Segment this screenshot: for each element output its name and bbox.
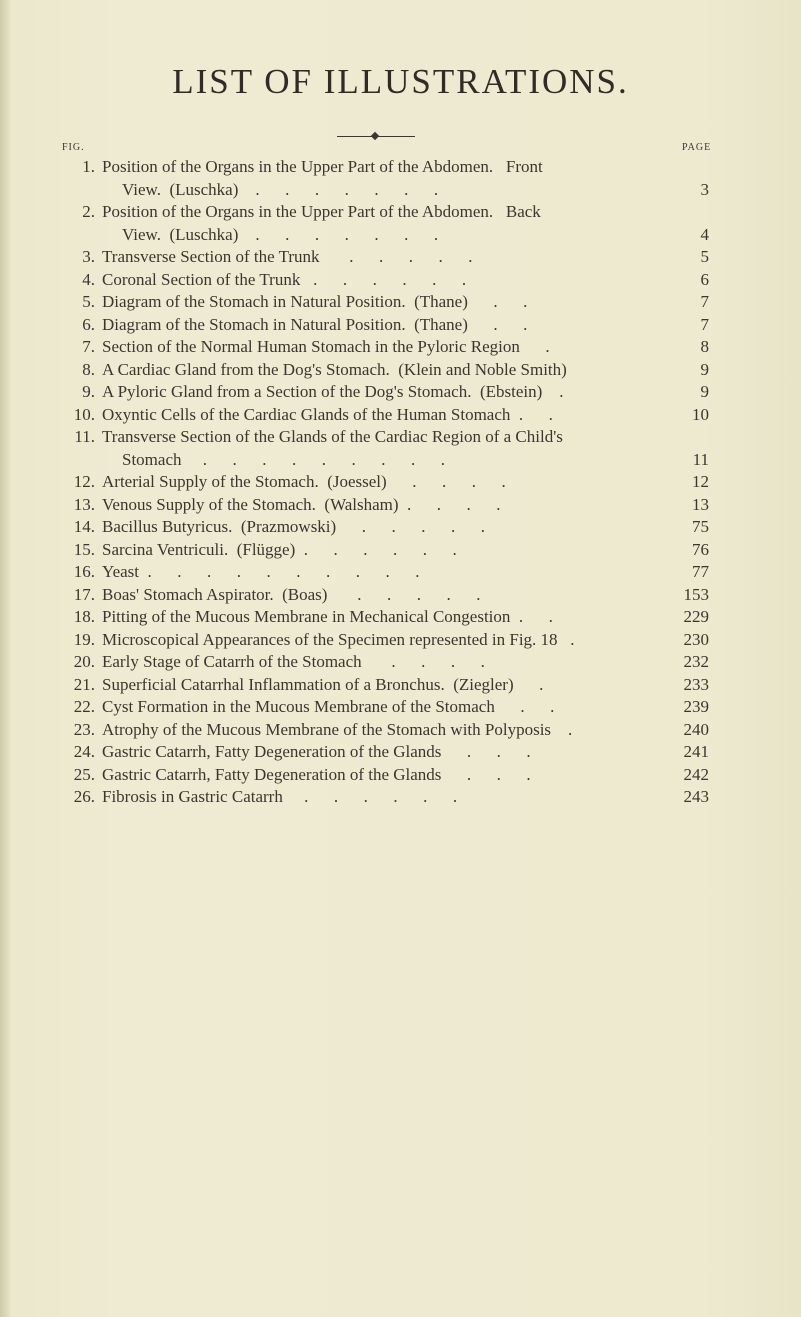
- entry-line: [0, 696, 801, 719]
- page-number: 153: [683, 584, 709, 604]
- page-number: 9: [700, 382, 709, 401]
- page-number: 77: [692, 562, 709, 581]
- entry-line: [0, 786, 801, 809]
- page-column-header: PAGE: [682, 142, 712, 153]
- ornament-divider: [337, 132, 415, 142]
- figure-caption: Position of the Organs in the Upper Part of the Abdomen. Back: [102, 202, 541, 221]
- figure-caption: Sarcina Ventriculi. (Flügge) . . . . . .: [102, 539, 457, 559]
- entry-line: [0, 336, 801, 359]
- figure-caption: Bacillus Butyricus. (Prazmowski) . . . . .: [102, 517, 485, 536]
- page-number: 242: [683, 764, 709, 784]
- page-number: 232: [683, 652, 709, 671]
- entry-line: [0, 494, 801, 517]
- entry-line: [0, 561, 801, 584]
- figure-number: 26.: [73, 787, 95, 806]
- figure-number: 3.: [82, 247, 95, 266]
- figure-number: 23.: [73, 719, 95, 739]
- figure-caption: Section of the Normal Human Stomach in the Pyloric Region .: [102, 337, 550, 356]
- figure-caption: Transverse Section of the Trunk . . . . .: [102, 247, 473, 266]
- page-number: 76: [692, 539, 709, 559]
- entry-line: [0, 269, 801, 292]
- page-number: 5: [700, 247, 709, 266]
- figure-caption: View. (Luschka) . . . . . . .: [122, 179, 439, 199]
- list-item: [0, 674, 801, 697]
- figure-caption: Cyst Formation in the Mucous Membrane of the Stomach . .: [102, 697, 555, 716]
- entry-line: [0, 539, 801, 562]
- figure-number: 21.: [73, 674, 95, 694]
- figure-number: 19.: [73, 629, 95, 649]
- list-item: [0, 381, 801, 404]
- figure-caption: Venous Supply of the Stomach. (Walsham) . . . .: [102, 494, 501, 514]
- figure-number: 7.: [82, 337, 95, 356]
- entry-line: [0, 719, 801, 742]
- list-item: [0, 404, 801, 427]
- page-number: 10: [692, 404, 709, 424]
- entry-line: [0, 741, 801, 764]
- figure-caption: Boas' Stomach Aspirator. (Boas) . . . . .: [102, 584, 481, 604]
- figure-caption: Pitting of the Mucous Membrane in Mechanical Congestion . .: [102, 607, 553, 626]
- list-item: [0, 291, 801, 314]
- illustrations-list: [0, 156, 801, 809]
- list-item: [0, 764, 801, 787]
- figure-caption: Coronal Section of the Trunk . . . . . .: [102, 269, 467, 289]
- figure-number: 24.: [73, 742, 95, 761]
- list-item: [0, 426, 801, 471]
- figure-number: 10.: [73, 404, 95, 424]
- page-number: 229: [683, 607, 709, 626]
- figure-number: 8.: [82, 359, 95, 379]
- entry-line: [0, 381, 801, 404]
- page-number: 239: [683, 697, 709, 716]
- figure-caption: Gastric Catarrh, Fatty Degeneration of the Glands . . .: [102, 764, 531, 784]
- list-item: [0, 539, 801, 562]
- entry-line: [0, 449, 801, 472]
- figure-number: 11.: [74, 427, 95, 446]
- figure-caption: Yeast . . . . . . . . . .: [102, 562, 420, 581]
- figure-number: 13.: [73, 494, 95, 514]
- list-item: [0, 359, 801, 382]
- list-item: [0, 606, 801, 629]
- entry-line: [0, 179, 801, 202]
- page-number: 3: [700, 179, 709, 199]
- entry-line: [0, 201, 801, 224]
- entry-line: [0, 291, 801, 314]
- entry-line: [0, 764, 801, 787]
- figure-caption: Transverse Section of the Glands of the Cardiac Region of a Child's: [102, 427, 563, 446]
- list-item: [0, 719, 801, 742]
- figure-number: 17.: [73, 584, 95, 604]
- entry-line: [0, 471, 801, 494]
- list-item: [0, 246, 801, 269]
- figure-caption: A Pyloric Gland from a Section of the Dog's Stomach. (Ebstein) .: [102, 382, 564, 401]
- entry-line: [0, 314, 801, 337]
- figure-number: 20.: [73, 652, 95, 671]
- figure-number: 18.: [73, 607, 95, 626]
- fig-column-header: FIG.: [62, 142, 85, 153]
- entry-line: [0, 156, 801, 179]
- entry-line: [0, 224, 801, 247]
- figure-number: 14.: [73, 517, 95, 536]
- list-item: [0, 584, 801, 607]
- list-item: [0, 629, 801, 652]
- page-number: 6: [700, 269, 709, 289]
- figure-number: 25.: [73, 764, 95, 784]
- figure-number: 15.: [73, 539, 95, 559]
- figure-number: 22.: [73, 697, 95, 716]
- entry-line: [0, 651, 801, 674]
- page-number: 11: [692, 449, 709, 469]
- page-number: 7: [700, 314, 709, 334]
- figure-number: 9.: [82, 382, 95, 401]
- list-item: [0, 741, 801, 764]
- figure-caption: Position of the Organs in the Upper Part of the Abdomen. Front: [102, 157, 543, 176]
- entry-line: [0, 404, 801, 427]
- entry-line: [0, 426, 801, 449]
- figure-number: 1.: [82, 157, 95, 176]
- list-item: [0, 786, 801, 809]
- page-number: 9: [700, 359, 709, 379]
- list-item: [0, 561, 801, 584]
- figure-number: 5.: [82, 292, 95, 311]
- page-number: 13: [692, 494, 709, 514]
- figure-caption: Microscopical Appearances of the Specimen represented in Fig. 18 .: [102, 629, 575, 649]
- entry-line: [0, 246, 801, 269]
- page-title: LIST OF ILLUSTRATIONS.: [172, 62, 629, 101]
- figure-caption: View. (Luschka) . . . . . . .: [122, 224, 439, 244]
- figure-number: 6.: [82, 314, 95, 334]
- figure-caption: Superficial Catarrhal Inflammation of a Bronchus. (Ziegler) .: [102, 674, 544, 694]
- figure-caption: Diagram of the Stomach in Natural Position. (Thane) . .: [102, 292, 528, 311]
- figure-number: 4.: [82, 269, 95, 289]
- list-item: [0, 269, 801, 292]
- list-item: [0, 516, 801, 539]
- list-item: [0, 314, 801, 337]
- page-number: 8: [700, 337, 709, 356]
- page-number: 7: [700, 292, 709, 311]
- figure-caption: Arterial Supply of the Stomach. (Joessel) . . . .: [102, 472, 506, 491]
- page-number: 4: [700, 224, 709, 244]
- list-item: [0, 336, 801, 359]
- figure-number: 2.: [82, 202, 95, 221]
- figure-caption: Gastric Catarrh, Fatty Degeneration of the Glands . . .: [102, 742, 531, 761]
- figure-caption: A Cardiac Gland from the Dog's Stomach. (Klein and Noble Smith): [102, 359, 567, 379]
- figure-caption: Fibrosis in Gastric Catarrh . . . . . .: [102, 787, 458, 806]
- figure-caption: Diagram of the Stomach in Natural Position. (Thane) . .: [102, 314, 528, 334]
- list-item: [0, 494, 801, 517]
- page-number: 241: [683, 742, 709, 761]
- entry-line: [0, 674, 801, 697]
- figure-number: 16.: [73, 562, 95, 581]
- entry-line: [0, 584, 801, 607]
- figure-caption: Early Stage of Catarrh of the Stomach . . . .: [102, 652, 485, 671]
- page-number: 233: [683, 674, 709, 694]
- figure-caption: Atrophy of the Mucous Membrane of the Stomach with Polyposis .: [102, 719, 573, 739]
- entry-line: [0, 359, 801, 382]
- page-number: 240: [683, 719, 709, 739]
- page-number: 12: [692, 472, 709, 491]
- figure-number: 12.: [73, 472, 95, 491]
- list-item: [0, 471, 801, 494]
- list-item: [0, 201, 801, 246]
- page-number: 230: [683, 629, 709, 649]
- figure-caption: Oxyntic Cells of the Cardiac Glands of the Human Stomach . .: [102, 404, 553, 424]
- diamond-icon: [371, 132, 379, 140]
- list-item: [0, 156, 801, 201]
- page-number: 243: [683, 787, 709, 806]
- entry-line: [0, 606, 801, 629]
- page-number: 75: [692, 517, 709, 536]
- entry-line: [0, 516, 801, 539]
- entry-line: [0, 629, 801, 652]
- figure-caption: Stomach . . . . . . . . .: [122, 449, 445, 469]
- list-item: [0, 696, 801, 719]
- list-item: [0, 651, 801, 674]
